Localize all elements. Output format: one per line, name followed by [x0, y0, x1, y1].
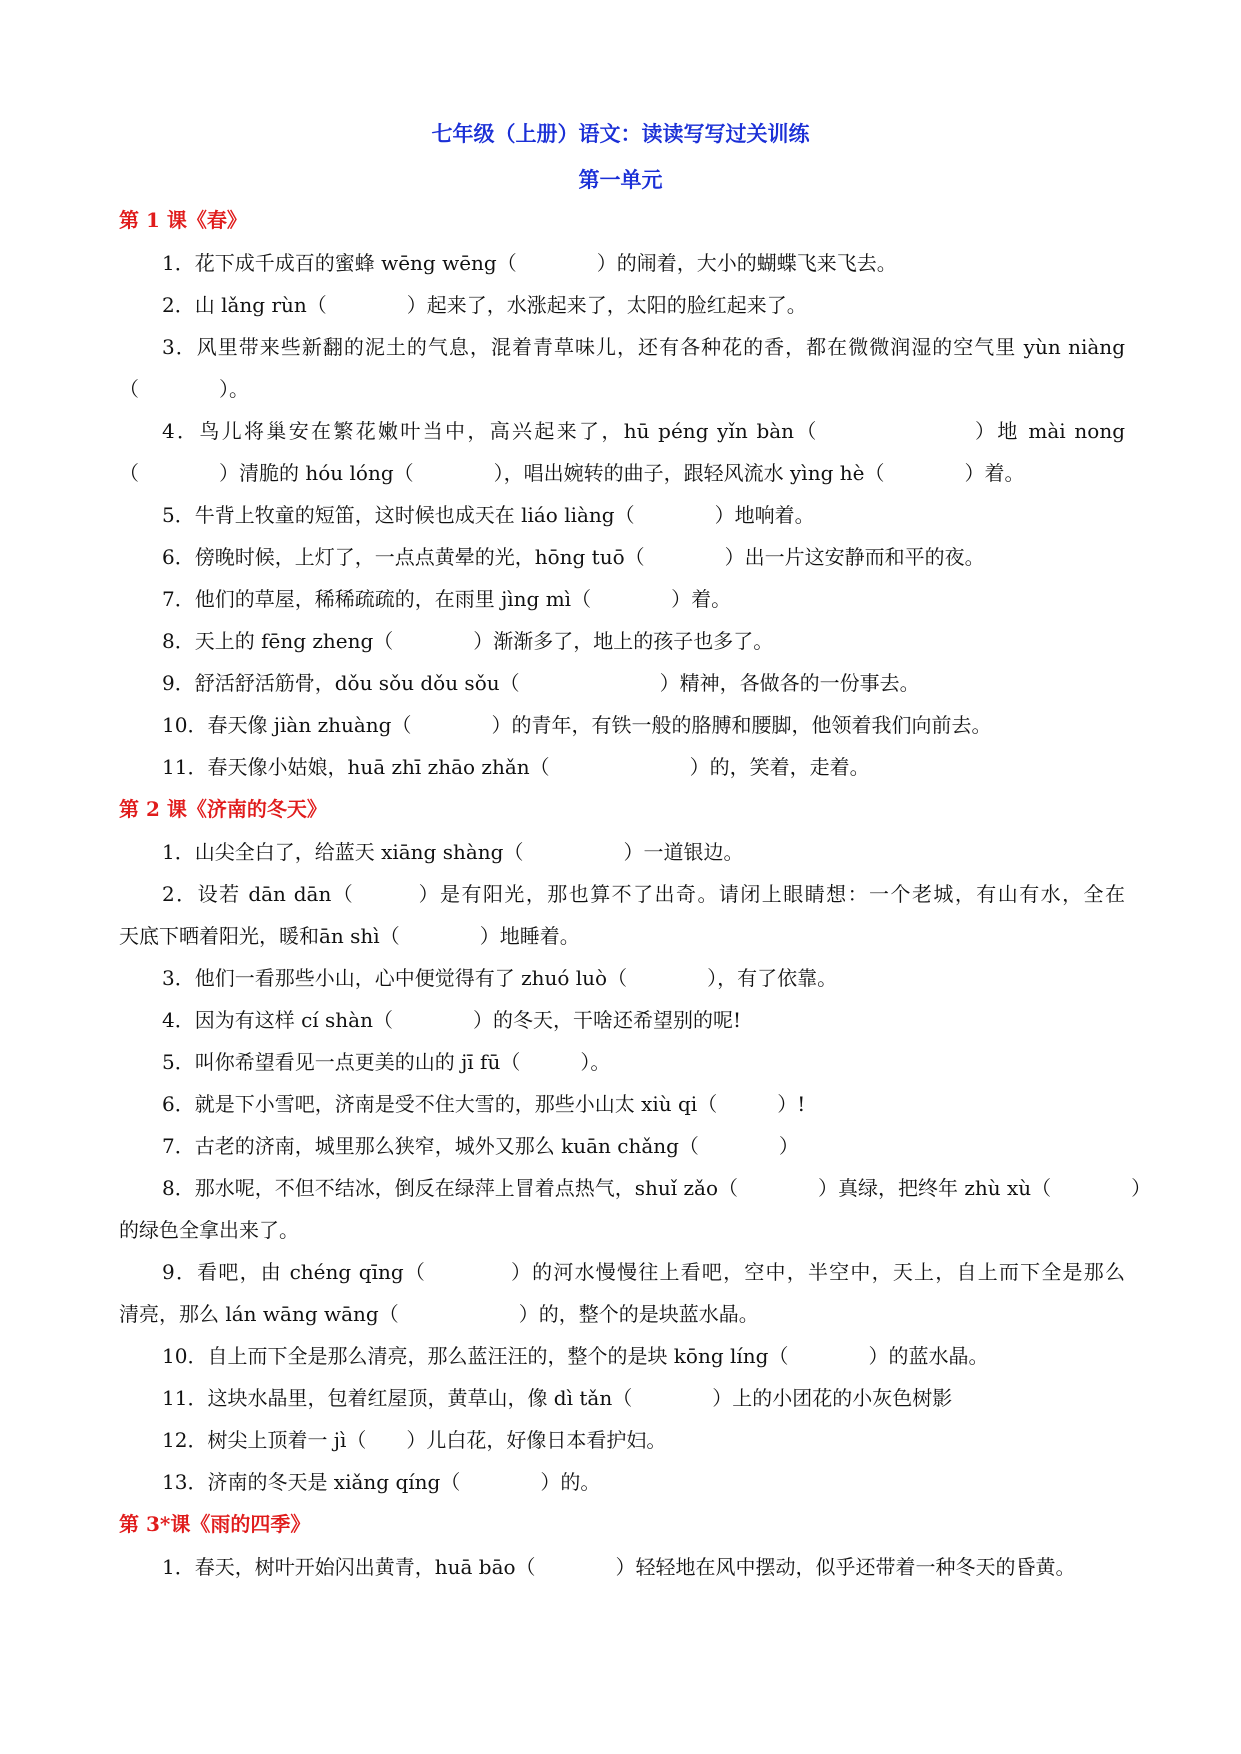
lesson-heading: 第 1 课《春》	[119, 208, 247, 232]
exercise-line: 9．看吧，由 chéng qīng（ ）的河水慢慢往上看吧，空中，半空中，天上，自上而下全是那么	[162, 1260, 1125, 1284]
exercise-line: 6．就是下小雪吧，济南是受不住大雪的，那些小山太 xiù qi（ ）!	[162, 1092, 806, 1116]
exercise-line-continued: 的绿色全拿出来了。	[119, 1218, 299, 1242]
exercise-line-continued: （ ）。	[119, 377, 249, 401]
exercise-line: 1．花下成千成百的蜜蜂 wēng wēng（ ）的闹着，大小的蝴蝶飞来飞去。	[162, 251, 897, 275]
exercise-line: 2．山 lǎng rùn（ ）起来了，水涨起来了，太阳的脸红起来了。	[162, 293, 807, 317]
document-title: 七年级（上册）语文：读读写写过关训练	[431, 121, 810, 146]
exercise-line: 1．春天，树叶开始闪出黄青，huā bāo（ ）轻轻地在风中摆动，似乎还带着一种冬天的昏黄。	[162, 1555, 1076, 1579]
exercise-line-continued: （ ）清脆的 hóu lóng（ ），唱出婉转的曲子，跟轻风流水 yìng hè（ ）着。	[119, 461, 1025, 485]
exercise-line-continued: 清亮，那么 lán wāng wāng（ ）的，整个的是块蓝水晶。	[119, 1302, 759, 1326]
exercise-line: 7．古老的济南，城里那么狭窄，城外又那么 kuān chǎng（ ）	[162, 1134, 799, 1158]
exercise-line: 3．风里带来些新翻的泥土的气息，混着青草味儿，还有各种花的香，都在微微润湿的空气里 yùn niàng	[162, 335, 1125, 359]
exercise-line: 13．济南的冬天是 xiǎng qíng（ ）的。	[162, 1470, 601, 1494]
exercise-line: 6．傍晚时候，上灯了，一点点黄晕的光，hōng tuō（ ）出一片这安静而和平的夜。	[162, 545, 985, 569]
exercise-line: 5．牛背上牧童的短笛，这时候也成天在 liáo liàng（ ）地响着。	[162, 503, 815, 527]
exercise-line: 11．春天像小姑娘，huā zhī zhāo zhǎn（ ）的，笑着，走着。	[162, 755, 870, 779]
exercise-line-continued: 天底下晒着阳光，暖和ān shì（ ）地睡着。	[119, 924, 580, 948]
exercise-line: 5．叫你希望看见一点更美的山的 jī fū（ ）。	[162, 1050, 611, 1074]
exercise-line: 4．因为有这样 cí shàn（ ）的冬天，干啥还希望别的呢!	[162, 1008, 742, 1032]
lesson-heading: 第 3*课《雨的四季》	[119, 1512, 311, 1536]
exercise-line: 2．设若 dān dān（ ）是有阳光，那也算不了出奇。请闭上眼睛想：一个老城，有山有水，全在	[162, 882, 1125, 906]
exercise-line: 10．春天像 jiàn zhuàng（ ）的青年，有铁一般的胳膊和腰脚，他领着我们向前去。	[162, 713, 992, 737]
exercise-line: 8．那水呢，不但不结冰，倒反在绿萍上冒着点热气，shuǐ zǎo（ ）真绿，把终年 zhù xù（ ）	[162, 1176, 1152, 1200]
exercise-line: 1．山尖全白了，给蓝天 xiāng shàng（ ）一道银边。	[162, 840, 744, 864]
exercise-line: 10．自上而下全是那么清亮，那么蓝汪汪的，整个的是块 kōng líng（ ）的蓝水晶。	[162, 1344, 989, 1368]
exercise-line: 9．舒活舒活筋骨，dǒu sǒu dǒu sǒu（ ）精神，各做各的一份事去。	[162, 671, 920, 695]
unit-title: 第一单元	[578, 167, 663, 192]
exercise-line: 8．天上的 fēng zheng（ ）渐渐多了，地上的孩子也多了。	[162, 629, 774, 653]
exercise-line: 12．树尖上顶着一 jì（ ）儿白花，好像日本看护妇。	[162, 1428, 667, 1452]
exercise-line: 7．他们的草屋，稀稀疏疏的，在雨里 jìng mì（ ）着。	[162, 587, 732, 611]
exercise-line: 3．他们一看那些小山，心中便觉得有了 zhuó luò（ ），有了依靠。	[162, 966, 838, 990]
lesson-heading: 第 2 课《济南的冬天》	[119, 797, 327, 821]
exercise-line: 4．鸟儿将巢安在繁花嫩叶当中，高兴起来了，hū péng yǐn bàn（ ）地 mài nong	[162, 419, 1125, 443]
exercise-line: 11．这块水晶里，包着红屋顶，黄草山，像 dì tǎn（ ）上的小团花的小灰色树影	[162, 1386, 953, 1410]
